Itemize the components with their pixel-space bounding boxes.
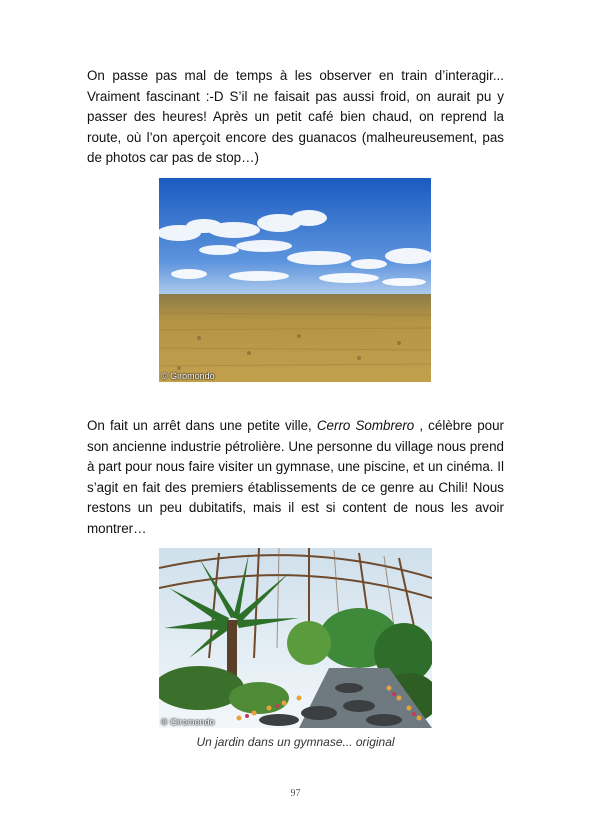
paragraph-1-text: On passe pas mal de temps à les observer en train d’interagir... Vraiment fascinant :-D S’il ne faisait pas aussi froid, on aurait pu y passer des heures! Après un petit café bien chaud, on reprend la route, où l’on aperçoit encore des guanacos (malheureusement, pas de photos car pas de stop…)	[87, 68, 504, 165]
greenhouse-photo	[159, 548, 432, 728]
town-name: Cerro Sombrero	[316, 418, 415, 433]
steppe-landscape-image	[159, 178, 431, 382]
paragraph-1	[87, 66, 504, 169]
photo-caption: Un jardin dans un gymnase... original	[196, 735, 395, 749]
paragraph-2	[87, 416, 504, 539]
paragraph-2-before: On fait un arrêt dans une petite ville,	[87, 418, 317, 433]
photo-watermark: © Giromondo	[161, 371, 215, 381]
steppe-photo	[159, 178, 431, 382]
page-number: 97	[290, 788, 301, 799]
paragraph-2-text	[87, 416, 504, 539]
paragraph-2-after: , célèbre pour son ancienne industrie pétrolière. Une personne du village nous prend à part pour nous faire visiter un gymnase, une piscine, et un cinéma. Il s’agit en fait des premiers établissements de ce genre au Chili! Nous restons un peu dubitatifs, mais il est si content de nous les avoir montrer…	[87, 418, 505, 536]
photo-watermark: © Giromondo	[161, 717, 215, 727]
indoor-garden-image	[159, 548, 432, 728]
